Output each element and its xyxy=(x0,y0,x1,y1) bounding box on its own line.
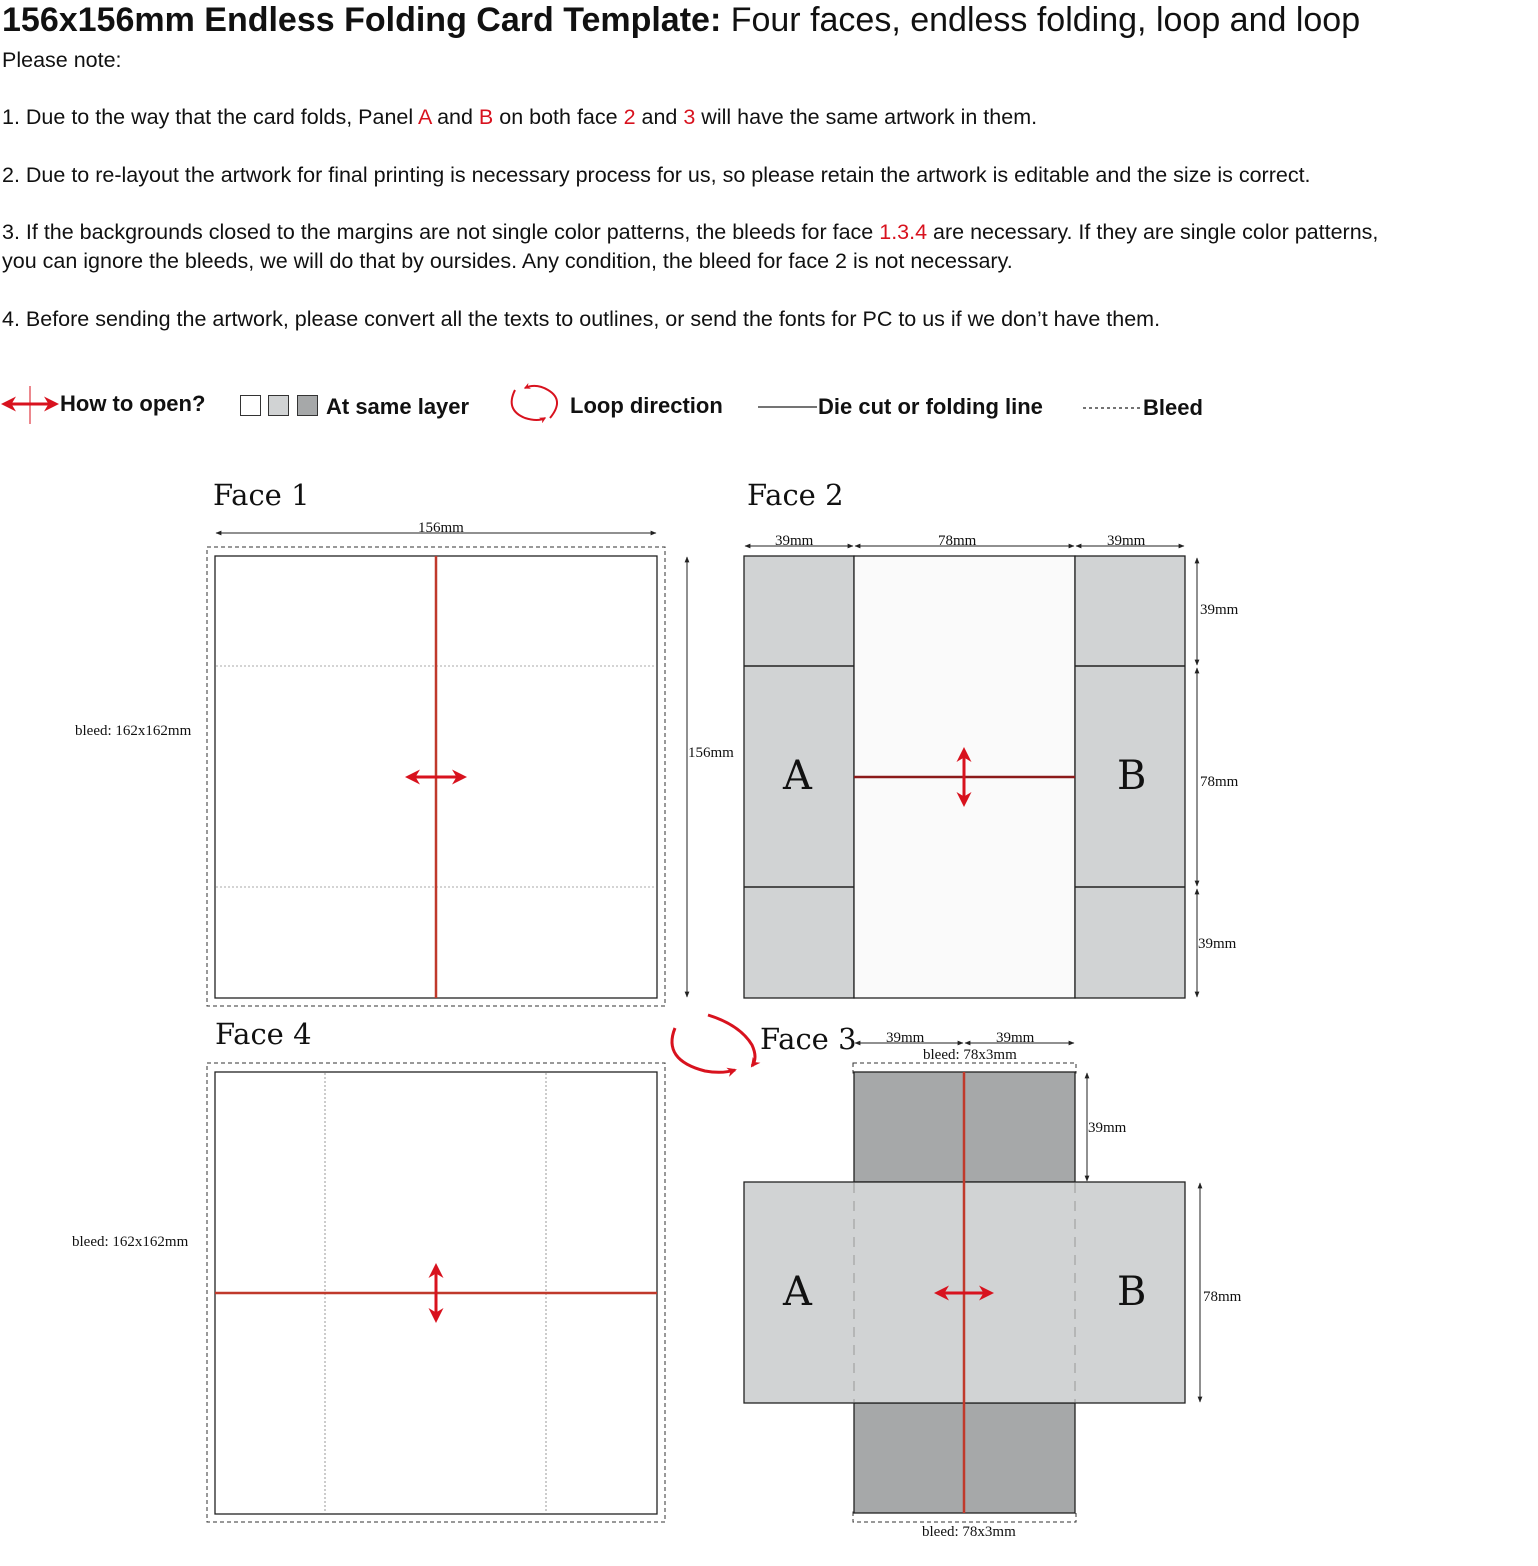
face-2-w1-label: 39mm xyxy=(775,533,814,549)
face-3-h1-label: 39mm xyxy=(1088,1120,1127,1136)
title-rest: Four faces, endless folding, loop and loop xyxy=(721,1,1361,39)
face-2-w2-label: 78mm xyxy=(938,533,977,549)
face-4-bleed-label: bleed: 162x162mm xyxy=(72,1234,189,1250)
note-4: 4. Before sending the artwork, please convert all the texts to outlines, or send the fonts for PC to us if we don’t have them. xyxy=(2,307,1161,331)
face-2-title: Face 2 xyxy=(747,478,844,512)
loop-direction-arrows xyxy=(672,1015,755,1072)
face-1-height-label: 156mm xyxy=(688,745,734,761)
note-2: 2. Due to re-layout the artwork for final printing is necessary process for us, so please retain the artwork is editable and the size is correct. xyxy=(2,163,1311,187)
face-1-width-label: 156mm xyxy=(418,520,464,536)
face-2-w3-label: 39mm xyxy=(1107,533,1146,549)
open-arrow-icon xyxy=(4,386,56,424)
face-3-h2-label: 78mm xyxy=(1203,1289,1242,1305)
face-3-w1-label: 39mm xyxy=(886,1030,925,1046)
face-1-bleed-label: bleed: 162x162mm xyxy=(75,723,192,739)
title-bold: 156x156mm Endless Folding Card Template: xyxy=(2,1,722,39)
face-2-panel-b: B xyxy=(1117,753,1147,799)
note-3: 3. If the backgrounds closed to the margins are not single color patterns, the bleeds for face 1.3.4 are necessary. If they are single color patterns, xyxy=(2,220,1379,244)
face-2-h3-label: 39mm xyxy=(1198,936,1237,952)
face-2-h2-label: 78mm xyxy=(1200,774,1239,790)
note-3-line-2: you can ignore the bleeds, we will do that by oursides. Any condition, the bleed for face 2 is not necessary. xyxy=(2,249,1013,273)
face-3-title: Face 3 xyxy=(760,1022,857,1056)
face-3-panel-b: B xyxy=(1117,1269,1147,1315)
face-1-title: Face 1 xyxy=(213,478,310,512)
face-2-h1-label: 39mm xyxy=(1200,602,1239,618)
loop-arrows-icon xyxy=(512,386,557,420)
note-1: 1. Due to the way that the card folds, Panel A and B on both face 2 and 3 will have the same artwork in them. xyxy=(2,105,1038,129)
face-1 xyxy=(207,533,687,1006)
face-3-bleed-bottom-label: bleed: 78x3mm xyxy=(922,1524,1016,1540)
legend-how-to-open: How to open? xyxy=(60,391,206,416)
notes-intro: Please note: xyxy=(2,48,122,72)
face-4 xyxy=(207,1063,665,1522)
face-3-w2-label: 39mm xyxy=(996,1030,1035,1046)
face-2-panel-a: A xyxy=(783,753,812,799)
face-3-bleed-top-label: bleed: 78x3mm xyxy=(923,1047,1017,1063)
face-3-panel-a: A xyxy=(783,1269,812,1315)
legend-loop-direction: Loop direction xyxy=(570,393,723,418)
legend-same-layer: At same layer xyxy=(326,394,470,419)
legend-die-cut-line: Die cut or folding line xyxy=(818,394,1043,419)
legend-bleed: Bleed xyxy=(1143,395,1203,420)
face-4-title: Face 4 xyxy=(215,1017,312,1051)
